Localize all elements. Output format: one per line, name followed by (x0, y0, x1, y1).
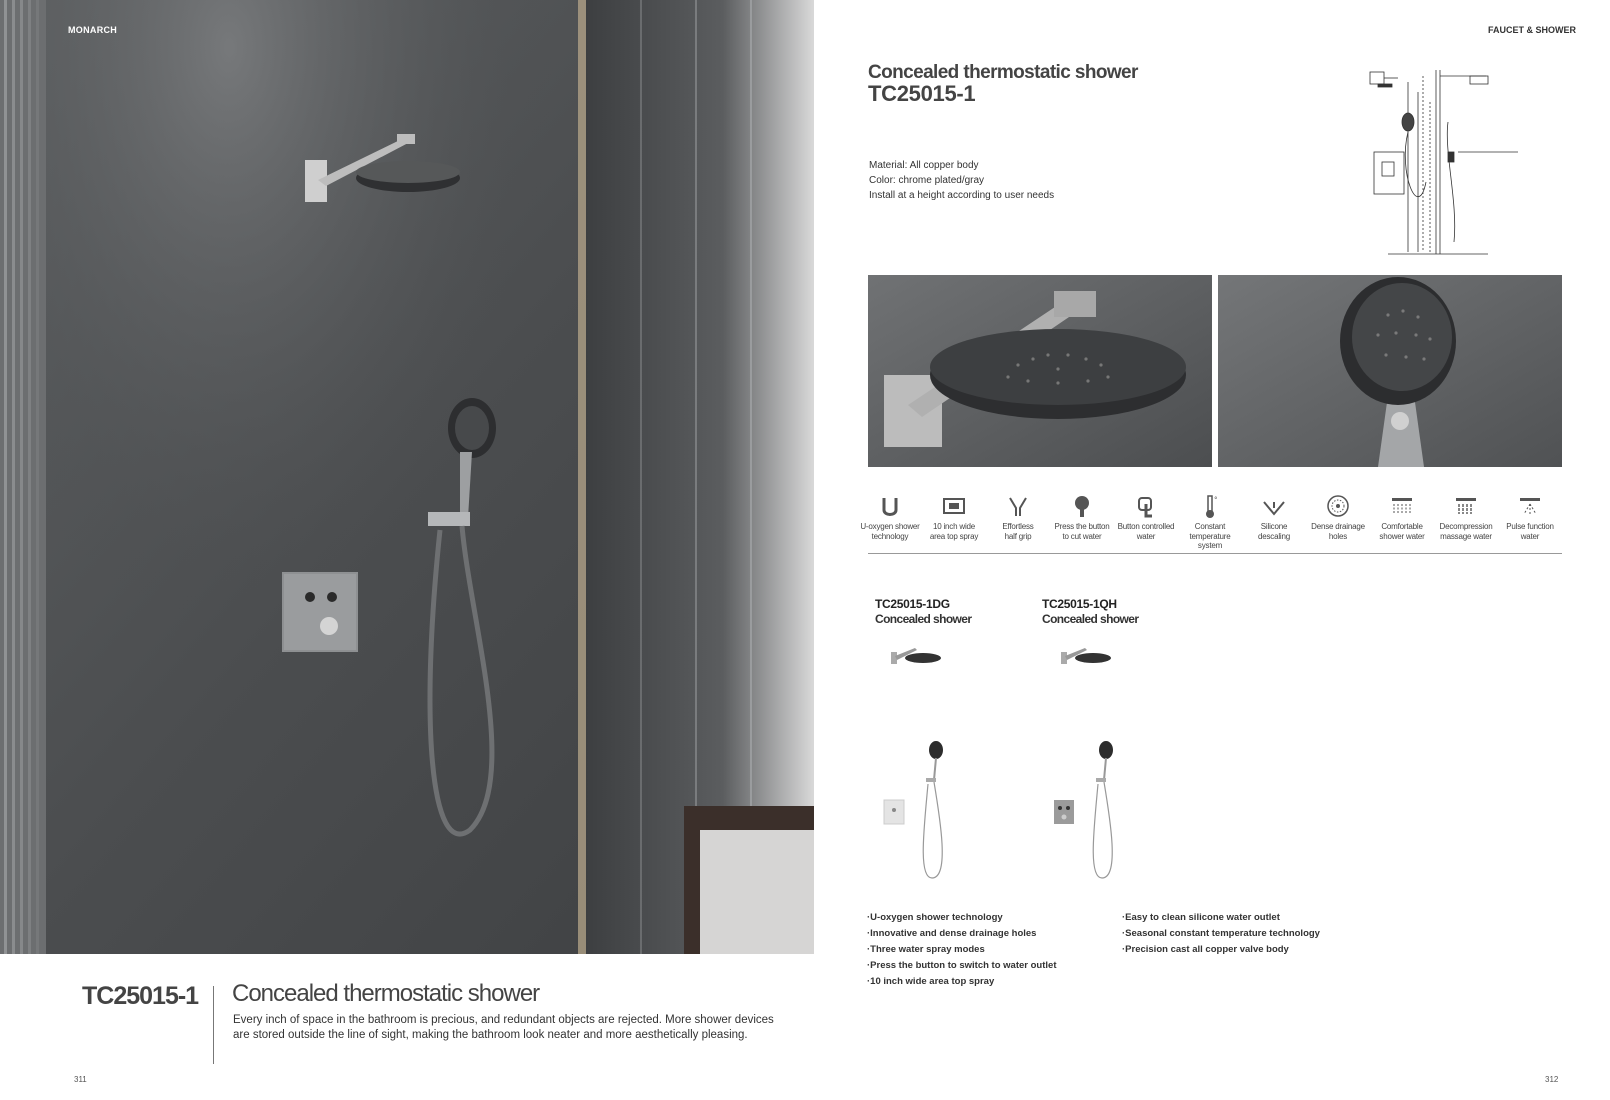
feature-label: 10 inch wide area top spray (929, 522, 979, 541)
list-item: ·Innovative and dense drainage holes (867, 928, 1037, 939)
variant-name: Concealed shower (875, 612, 972, 626)
feature-pulse-water (1498, 492, 1562, 541)
feature-button-control (1114, 492, 1178, 541)
list-item: ·Press the button to switch to water outlet (867, 960, 1057, 971)
thermostat-panel (282, 572, 358, 652)
variant-code: TC25015-1DG (875, 597, 950, 611)
technical-drawing (1368, 62, 1538, 262)
variant-set-image (1050, 738, 1130, 886)
bullet-list-left (867, 910, 1056, 990)
comfort-water-icon (1388, 492, 1416, 520)
variant-overhead-image (1055, 640, 1115, 670)
spec-install: Install at a height according to user needs (869, 190, 1055, 201)
feature-constant-temp (1178, 492, 1242, 551)
bullet-list-right (1122, 910, 1320, 958)
list-item: ·Three water spray modes (867, 944, 985, 955)
u-shape-icon (876, 492, 904, 520)
product-title: Concealed thermostatic shower (232, 980, 540, 1007)
feature-u-oxygen (858, 492, 922, 541)
feature-half-grip (986, 492, 1050, 541)
feature-comfort-water (1370, 492, 1434, 541)
variant-overhead-image (885, 640, 945, 670)
svg-text:°: ° (1214, 496, 1218, 504)
section-title: FAUCET & SHOWER (1488, 25, 1577, 35)
feature-label: Pulse function water (1506, 522, 1554, 541)
spec-material: Material: All copper body (869, 160, 979, 171)
detail-photo-overhead (868, 275, 1212, 467)
variant-set-image (880, 738, 960, 886)
bathroom-photo (0, 0, 814, 954)
feature-label: Comfortable shower water (1379, 522, 1425, 541)
variant-code: TC25015-1QH (1042, 597, 1117, 611)
screen-icon (940, 492, 968, 520)
silicone-icon (1260, 492, 1288, 520)
massage-water-icon (1452, 492, 1480, 520)
grip-icon (1004, 492, 1032, 520)
spec-color: Color: chrome plated/gray (869, 175, 985, 186)
pulse-water-icon (1516, 492, 1544, 520)
feature-label: Button controlled water (1117, 522, 1175, 541)
brand-name: MONARCH (68, 25, 118, 35)
spec-list (869, 158, 1054, 203)
variant-name: Concealed shower (1042, 612, 1139, 626)
feature-label: Silicone descaling (1257, 522, 1290, 541)
feature-label: U-oxygen shower technology (860, 522, 920, 541)
product-title-right: Concealed thermostatic shower (868, 62, 1138, 83)
list-item: ·Seasonal constant temperature technology (1122, 928, 1320, 939)
list-item: ·Precision cast all copper valve body (1122, 944, 1289, 955)
feature-massage-water (1434, 492, 1498, 541)
feature-cut-water (1050, 492, 1114, 541)
detail-photo-handheld (1218, 275, 1562, 467)
feature-row (858, 492, 1570, 554)
finger-press-icon (1132, 492, 1160, 520)
page-number-left: 311 (74, 1075, 87, 1084)
product-code: TC25015-1 (82, 982, 199, 1010)
feature-label: Press the button to cut water (1054, 522, 1110, 541)
divider (868, 553, 1562, 554)
page-number-right: 312 (1545, 1075, 1559, 1084)
list-item: ·U-oxygen shower technology (867, 912, 1003, 923)
list-item: ·10 inch wide area top spray (867, 976, 995, 987)
feature-dense-holes (1306, 492, 1370, 541)
product-code-right: TC25015-1 (868, 81, 976, 106)
product-description: Every inch of space in the bathroom is precious, and redundant objects are rejected. More shower devices are stored outside the line of sight, making the bathroom look neater and more aesthetically pleasing. (233, 1014, 774, 1041)
feature-top-spray (922, 492, 986, 541)
drop-icon (1068, 492, 1096, 520)
feature-label: Effortless half grip (1002, 522, 1034, 541)
feature-label: Decompression massage water (1439, 522, 1493, 541)
feature-label: Dense drainage holes (1311, 522, 1365, 541)
feature-label: Constant temperature system (1189, 522, 1231, 550)
list-item: ·Easy to clean silicone water outlet (1122, 912, 1280, 923)
feature-silicone (1242, 492, 1306, 541)
holes-icon (1324, 492, 1352, 520)
thermometer-icon (1196, 492, 1224, 520)
divider (213, 986, 214, 1064)
